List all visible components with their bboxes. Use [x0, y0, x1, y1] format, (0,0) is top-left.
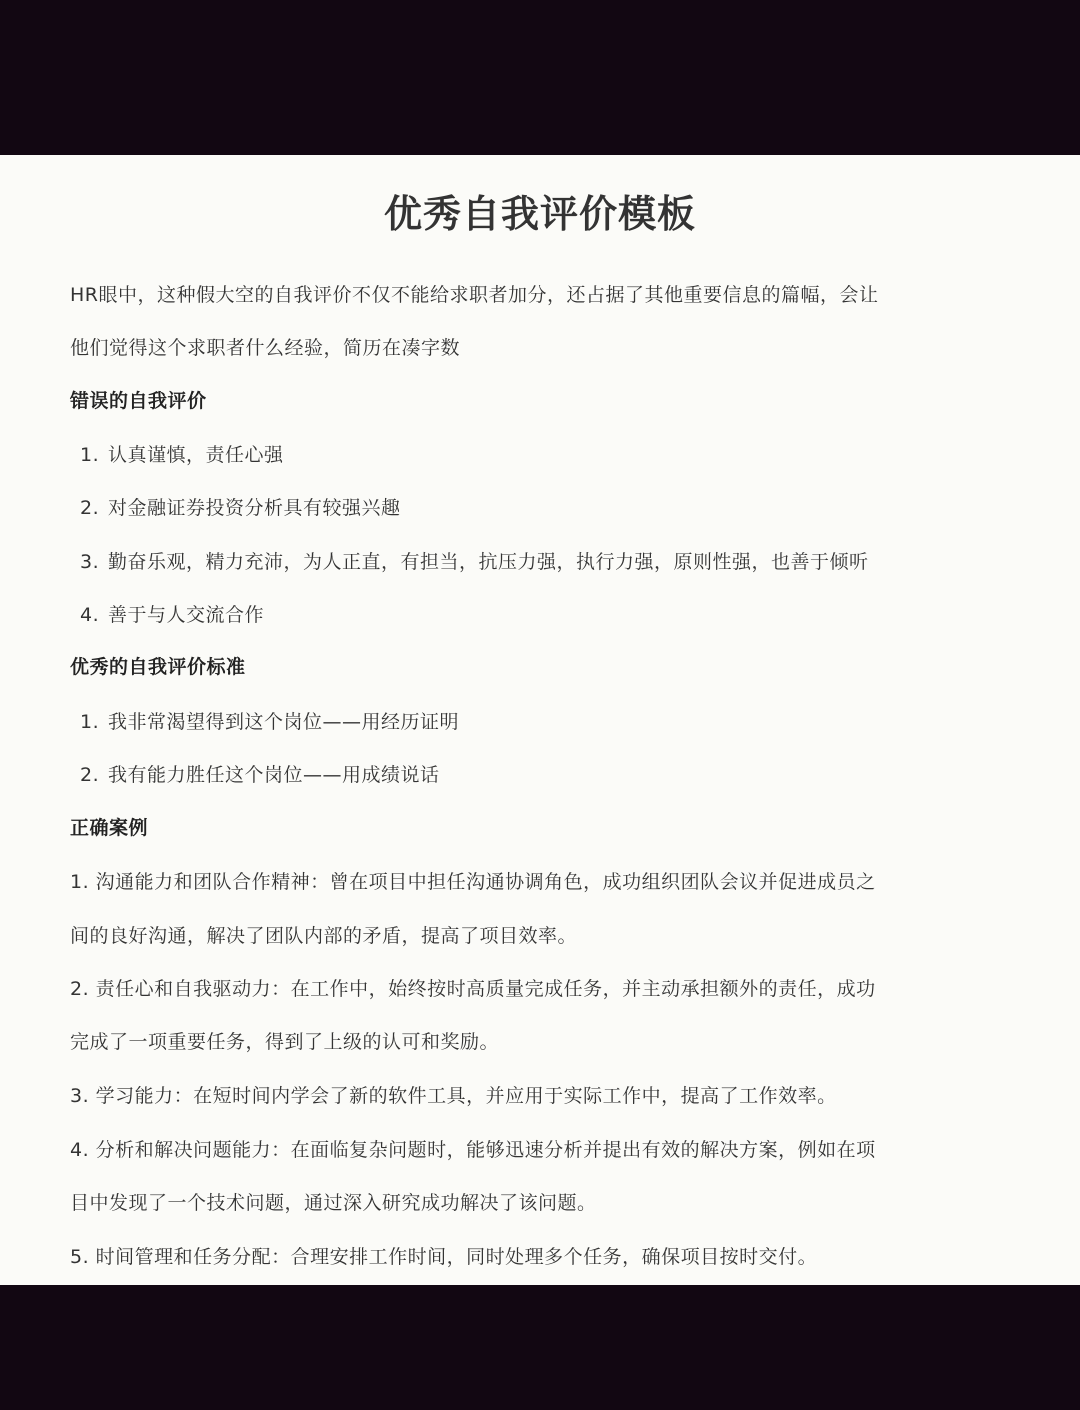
- document-page: [0, 155, 1080, 1285]
- case-3-line-1: 3. 学习能力：在短时间内学会了新的软件工具，并应用于实际工作中，提高了工作效率。: [70, 1085, 837, 1107]
- good-item-1: [80, 710, 980, 734]
- good-item-text: 我有能力胜任这个岗位——用成绩说话: [108, 764, 440, 786]
- good-item-number: 1.: [80, 711, 100, 733]
- case-4-line-1: 4. 分析和解决问题能力：在面临复杂问题时，能够迅速分析并提出有效的解决方案，例如在项: [70, 1139, 876, 1161]
- bottom-black-band: [0, 1285, 1080, 1410]
- good-item-2: [80, 763, 980, 787]
- wrong-evaluation-heading: 错误的自我评价: [70, 390, 207, 412]
- wrong-item-number: 2.: [80, 497, 100, 519]
- case-2-line-1: 2. 责任心和自我驱动力：在工作中，始终按时高质量完成任务，并主动承担额外的责任，成功: [70, 978, 876, 1000]
- wrong-item-text: 对金融证券投资分析具有较强兴趣: [108, 497, 401, 519]
- case-1-line-1: 1. 沟通能力和团队合作精神：曾在项目中担任沟通协调角色，成功组织团队会议并促进成员之: [70, 871, 876, 893]
- wrong-item-number: 1.: [80, 444, 100, 466]
- wrong-item-1: [80, 443, 980, 467]
- case-2-line-2: 完成了一项重要任务，得到了上级的认可和奖励。: [70, 1031, 500, 1053]
- wrong-item-number: 4.: [80, 604, 100, 626]
- wrong-item-2: [80, 496, 980, 520]
- case-1-line-2: 间的良好沟通，解决了团队内部的矛盾，提高了项目效率。: [70, 925, 578, 947]
- intro-line-2: 他们觉得这个求职者什么经验，简历在凑字数: [70, 337, 461, 359]
- wrong-item-number: 3.: [80, 551, 100, 573]
- top-black-band: [0, 0, 1080, 155]
- case-5-line-1: 5. 时间管理和任务分配：合理安排工作时间，同时处理多个任务，确保项目按时交付。: [70, 1246, 818, 1268]
- wrong-item-3: [80, 550, 980, 574]
- intro-line-1: HR眼中，这种假大空的自我评价不仅不能给求职者加分，还占据了其他重要信息的篇幅，会让: [70, 284, 879, 306]
- good-item-text: 我非常渴望得到这个岗位——用经历证明: [108, 711, 460, 733]
- wrong-item-4: [80, 603, 980, 627]
- good-evaluation-heading: 优秀的自我评价标准: [70, 656, 246, 678]
- wrong-item-text: 勤奋乐观，精力充沛，为人正直，有担当，抗压力强，执行力强，原则性强，也善于倾听: [108, 551, 869, 573]
- good-item-number: 2.: [80, 764, 100, 786]
- wrong-item-text: 认真谨慎，责任心强: [108, 444, 284, 466]
- wrong-item-text: 善于与人交流合作: [108, 604, 265, 626]
- correct-case-heading: 正确案例: [70, 817, 149, 839]
- case-4-line-2: 目中发现了一个技术问题，通过深入研究成功解决了该问题。: [70, 1192, 597, 1214]
- page-title: 优秀自我评价模板: [383, 192, 696, 236]
